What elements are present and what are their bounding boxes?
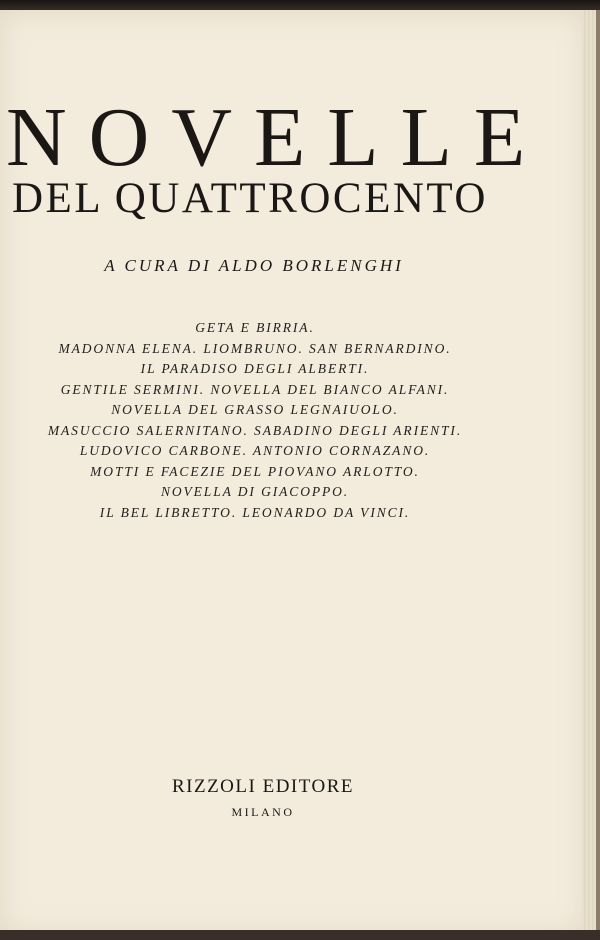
contents-item: MOTTI E FACEZIE DEL PIOVANO ARLOTTO. (90, 463, 420, 479)
right-edge (596, 10, 600, 940)
contents-item: NOVELLA DEL GRASSO LEGNAIUOLO. (111, 402, 399, 417)
publisher-name: RIZZOLI EDITORE (171, 776, 355, 797)
bottom-band (0, 930, 600, 940)
book-subtitle: DEL QUATTROCENTO (12, 175, 488, 222)
contents-item: IL BEL LIBRETTO. LEONARDO DA VINCI. (99, 504, 411, 520)
contents-item: NOVELLA DI GIACOPPO. (160, 484, 350, 499)
contents-list (0, 318, 510, 523)
contents-item: LUDOVICO CARBONE. ANTONIO CORNAZANO. (79, 443, 431, 458)
contents-item: GENTILE SERMINI. NOVELLA DEL BIANCO ALFANI. (60, 381, 450, 397)
contents-item: IL PARADISO DEGLI ALBERTI. (140, 361, 370, 376)
editor-credit: A CURA DI ALDO BORLENGHI (104, 256, 404, 275)
publisher-city: MILANO (231, 805, 295, 819)
contents-item: MADONNA ELENA. LIOMBRUNO. SAN BERNARDINO. (58, 340, 452, 356)
contents-item: MASUCCIO SALERNITANO. SABADINO DEGLI ARIENTI. (47, 422, 463, 438)
contents-item: GETA E BIRRIA. (195, 320, 315, 335)
book-title: NOVELLE (6, 91, 548, 184)
